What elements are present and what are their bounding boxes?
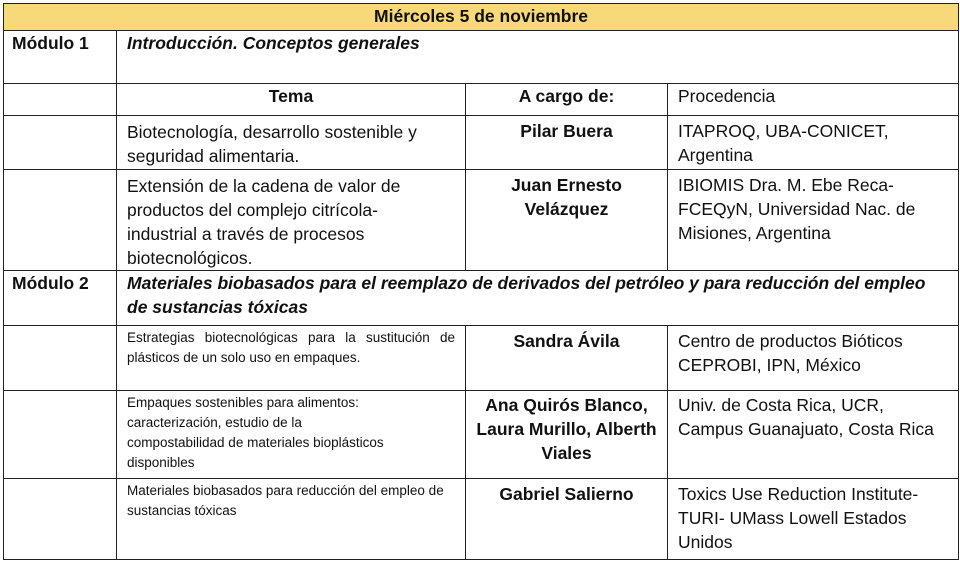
column-header-a-cargo: A cargo de:	[466, 84, 668, 116]
column-header-procedencia: Procedencia	[668, 84, 959, 116]
session-origin: Toxics Use Reduction Institute-TURI- UMass Lowell Estados Unidos	[668, 479, 959, 560]
session-row	[4, 391, 959, 479]
session-topic: Empaques sostenibles para alimentos: caracterización, estudio de la compostabilidad de materiales bioplásticos disponibles	[117, 391, 466, 479]
session-row	[4, 170, 959, 271]
module-title: Materiales biobasados para el reemplazo de derivados del petróleo y para reducción del empleo de sustancias tóxicas	[117, 271, 959, 326]
session-topic: Extensión de la cadena de valor de productos del complejo citrícola-industrial a través de procesos biotecnológicos.	[117, 170, 466, 271]
session-origin: Univ. de Costa Rica, UCR, Campus Guanajuato, Costa Rica	[668, 391, 959, 479]
session-speaker: Ana Quirós Blanco, Laura Murillo, Alberth Viales	[466, 391, 668, 479]
day-title: Miércoles 5 de noviembre	[4, 4, 959, 31]
session-row	[4, 326, 959, 391]
session-topic: Estrategias biotecnológicas para la sustitución de plásticos de un solo uso en empaques.	[117, 326, 466, 391]
session-topic: Biotecnología, desarrollo sostenible y seguridad alimentaria.	[117, 116, 466, 170]
session-speaker: Gabriel Salierno	[466, 479, 668, 560]
module-row	[4, 31, 959, 84]
schedule-table	[3, 3, 959, 560]
session-origin: ITAPROQ, UBA-CONICET, Argentina	[668, 116, 959, 170]
column-header-tema: Tema	[117, 84, 466, 116]
empty-cell	[4, 326, 117, 391]
empty-cell	[4, 116, 117, 170]
module-label: Módulo 1	[4, 31, 117, 84]
empty-cell	[4, 479, 117, 560]
session-speaker: Sandra Ávila	[466, 326, 668, 391]
column-header-row	[4, 84, 959, 116]
session-row	[4, 116, 959, 170]
session-topic: Materiales biobasados para reducción del empleo de sustancias tóxicas	[117, 479, 466, 560]
empty-cell	[4, 170, 117, 271]
session-speaker: Juan Ernesto Velázquez	[466, 170, 668, 271]
session-speaker: Pilar Buera	[466, 116, 668, 170]
session-row	[4, 479, 959, 560]
session-origin: Centro de productos Bióticos CEPROBI, IPN, México	[668, 326, 959, 391]
session-origin: IBIOMIS Dra. M. Ebe Reca-FCEQyN, Universidad Nac. de Misiones, Argentina	[668, 170, 959, 271]
day-header-row	[4, 4, 959, 31]
module-label: Módulo 2	[4, 271, 117, 326]
module-row	[4, 271, 959, 326]
empty-cell	[4, 391, 117, 479]
empty-cell	[4, 84, 117, 116]
module-title: Introducción. Conceptos generales	[117, 31, 959, 84]
